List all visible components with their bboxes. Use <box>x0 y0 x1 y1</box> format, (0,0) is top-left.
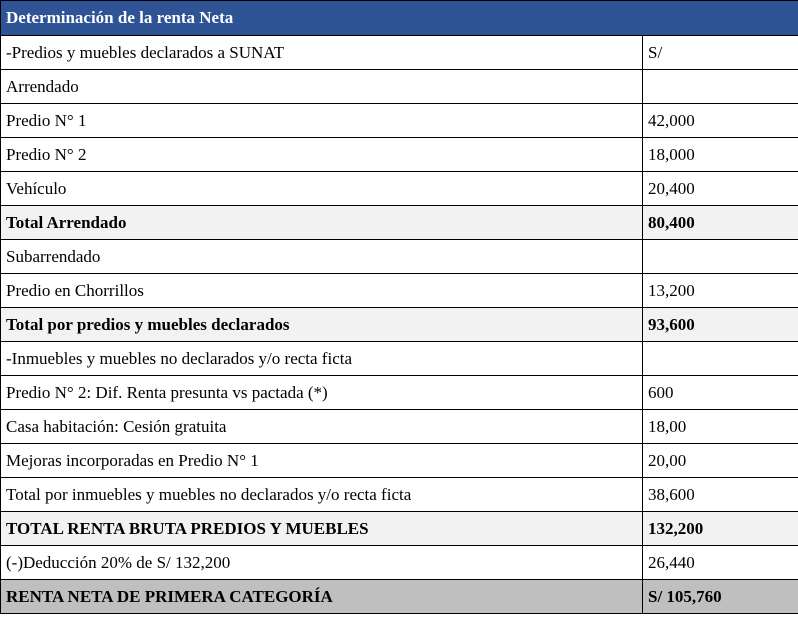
total-row <box>1 308 798 342</box>
table-row <box>1 172 798 206</box>
row-value[interactable]: 13,200 <box>643 274 798 308</box>
row-label[interactable]: Subarrendado <box>1 240 643 274</box>
table-title-row <box>1 1 798 36</box>
row-label[interactable]: RENTA NETA DE PRIMERA CATEGORÍA <box>1 580 643 614</box>
row-value[interactable]: 18,00 <box>643 410 798 444</box>
row-value[interactable]: 600 <box>643 376 798 410</box>
row-label[interactable]: Predio N° 2: Dif. Renta presunta vs pactada (*) <box>1 376 643 410</box>
table-row <box>1 240 798 274</box>
row-label[interactable]: Predio N° 2 <box>1 138 643 172</box>
row-label[interactable]: Mejoras incorporadas en Predio N° 1 <box>1 444 643 478</box>
row-value[interactable]: 38,600 <box>643 478 798 512</box>
row-label[interactable]: TOTAL RENTA BRUTA PREDIOS Y MUEBLES <box>1 512 643 546</box>
table-row <box>1 376 798 410</box>
row-label[interactable]: Predio en Chorrillos <box>1 274 643 308</box>
table-title[interactable]: Determinación de la renta Neta <box>1 1 798 36</box>
row-value[interactable]: S/ <box>643 36 798 70</box>
table-row <box>1 410 798 444</box>
row-label[interactable]: Total por inmuebles y muebles no declarados y/o recta ficta <box>1 478 643 512</box>
row-label[interactable]: -Inmuebles y muebles no declarados y/o recta ficta <box>1 342 643 376</box>
row-value[interactable]: S/ 105,760 <box>643 580 798 614</box>
row-value[interactable] <box>643 70 798 104</box>
table-row <box>1 274 798 308</box>
row-label[interactable]: -Predios y muebles declarados a SUNAT <box>1 36 643 70</box>
row-label[interactable]: Vehículo <box>1 172 643 206</box>
row-label[interactable]: (-)Deducción 20% de S/ 132,200 <box>1 546 643 580</box>
row-value[interactable] <box>643 240 798 274</box>
table-row <box>1 546 798 580</box>
row-label[interactable]: Casa habitación: Cesión gratuita <box>1 410 643 444</box>
table-row <box>1 342 798 376</box>
row-value[interactable]: 42,000 <box>643 104 798 138</box>
total-row <box>1 206 798 240</box>
table-row <box>1 70 798 104</box>
row-value[interactable]: 93,600 <box>643 308 798 342</box>
table-row <box>1 104 798 138</box>
row-label[interactable]: Arrendado <box>1 70 643 104</box>
row-value[interactable]: 18,000 <box>643 138 798 172</box>
table-row <box>1 444 798 478</box>
row-value[interactable]: 20,400 <box>643 172 798 206</box>
table-row <box>1 478 798 512</box>
row-value[interactable]: 20,00 <box>643 444 798 478</box>
row-value[interactable] <box>643 342 798 376</box>
row-value[interactable]: 80,400 <box>643 206 798 240</box>
total-row <box>1 512 798 546</box>
row-value[interactable]: 26,440 <box>643 546 798 580</box>
row-label[interactable]: Total por predios y muebles declarados <box>1 308 643 342</box>
row-label[interactable]: Predio N° 1 <box>1 104 643 138</box>
row-value[interactable]: 132,200 <box>643 512 798 546</box>
row-label[interactable]: Total Arrendado <box>1 206 643 240</box>
final-total-row <box>1 580 798 614</box>
table-row <box>1 36 798 70</box>
table-row <box>1 138 798 172</box>
